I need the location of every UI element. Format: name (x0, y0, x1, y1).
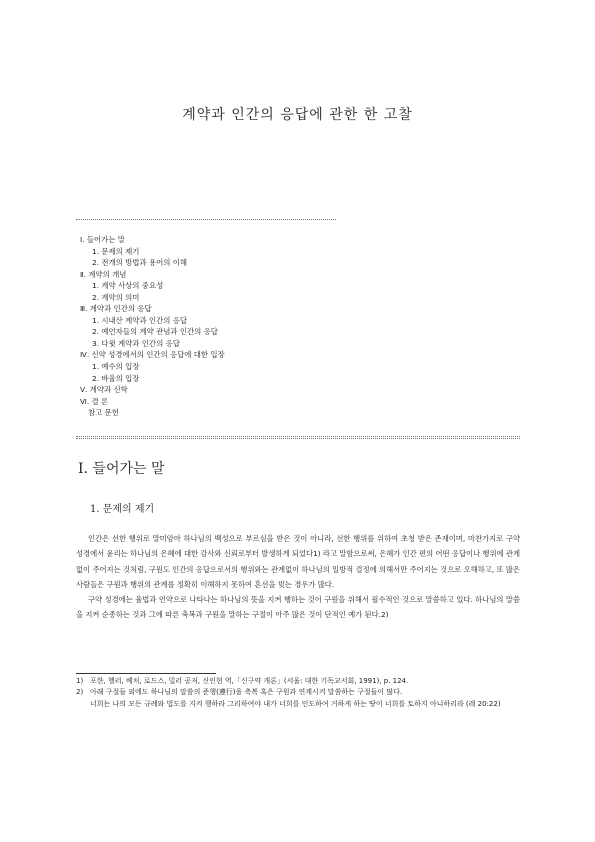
section-heading: Ⅰ. 들어가는 말 (78, 461, 165, 477)
toc-subitem: 1. 예수의 입장 (92, 362, 140, 372)
footnote (76, 687, 520, 698)
toc-item: Ⅳ. 신약 성경에서의 인간의 응답에 대한 입장 (80, 350, 225, 360)
body-paragraph: 구약 성경에는 율법과 언약으로 나타나는 하나님의 뜻을 지켜 행하는 것이 구원을 위해서 필수적인 것으로 말씀하고 있다. 하나님의 말씀을 지켜 순종하는 것과 그에 따른 축복과 구원을 말하는 구절이 아주 많은 것이 단적인 예가 된다.2) (76, 595, 520, 620)
toc-bottom-divider (76, 436, 520, 437)
toc-subitem: 2. 예언자들의 계약 관념과 인간의 응답 (92, 327, 218, 337)
toc-subitem: 2. 계약의 의미 (92, 292, 140, 302)
footnote-number: 2) (76, 688, 84, 697)
footnotes (76, 676, 520, 710)
toc-item: Ⅱ. 계약의 개념 (80, 269, 127, 279)
toc-top-divider (76, 219, 336, 220)
footnote-number: 1) (76, 677, 84, 685)
toc-item: Ⅵ. 결 론 (80, 396, 109, 406)
section-subheading: 1. 문제의 제기 (90, 504, 155, 515)
section-body (76, 531, 520, 623)
footnote-text: 포한, 헬러, 베처, 로드스, 밀러 공저, 신인현 역,「신구약 개론」(서울: 대한 기독교서회, 1991), p. 124. (90, 677, 409, 685)
toc-item: 참고 문헌 (88, 408, 119, 418)
toc-subitem: 3. 다윗 계약과 인간의 응답 (92, 338, 180, 348)
body-paragraph: 인간은 선한 행위로 말미암아 하나님의 백성으로 부르심을 받은 것이 아니라, 선한 행위를 위하여 초청 받은 존재이며, 마찬가지로 구약 성경에서 윤리는 하나님의 은혜에 대한 감사와 신뢰로부터 발생하게 되었다1) 라고 말함으로써, 은혜가 인간 편의 어떤 응답이나 행위에 관계없이 주어지는 것처럼, 구원도 인간의 응답으로서의 행위와는 관계없이 하나님의 일방적 결정에 의해서만 주어지는 것으로 오해하고, 또 많은 사람들은 구원과 행위의 관계를 정확히 이해하지 못하여 혼선을 빚는 경우가 많다. (76, 534, 520, 589)
table-of-contents (80, 234, 520, 419)
toc-item: Ⅲ. 계약과 인간의 응답 (80, 304, 152, 314)
toc-item: Ⅰ. 들어가는 말 (80, 235, 125, 244)
document-title: 계약과 인간의 응답에 관한 한 고찰 (182, 107, 413, 123)
toc-subitem: 1. 계약 사상의 중요성 (92, 281, 164, 291)
toc-item: Ⅴ. 계약과 신학 (80, 385, 128, 395)
toc-subitem: 1. 문제의 제기 (92, 246, 140, 256)
toc-bottom-divider-2 (76, 438, 520, 439)
footnote (76, 676, 520, 687)
footnote-continuation: 너희는 나의 모든 규례와 법도를 지켜 행하라 그리하여야 내가 너희를 인도하여 거하게 하는 땅이 너희를 토하지 아니하리라 (레 20:22) (90, 699, 501, 708)
toc-subitem: 2. 바울의 입장 (92, 373, 140, 383)
footnote-divider (76, 673, 216, 674)
toc-subitem: 2. 전개의 방법과 용어의 이해 (92, 258, 187, 268)
toc-subitem: 1. 시내산 계약과 인간의 응답 (92, 315, 187, 325)
footnote-text: 아래 구절들 외에도 하나님의 말씀의 준행(遵行)을 축복 혹은 구원과 연계시켜 말씀하는 구절들이 많다. (90, 688, 403, 697)
